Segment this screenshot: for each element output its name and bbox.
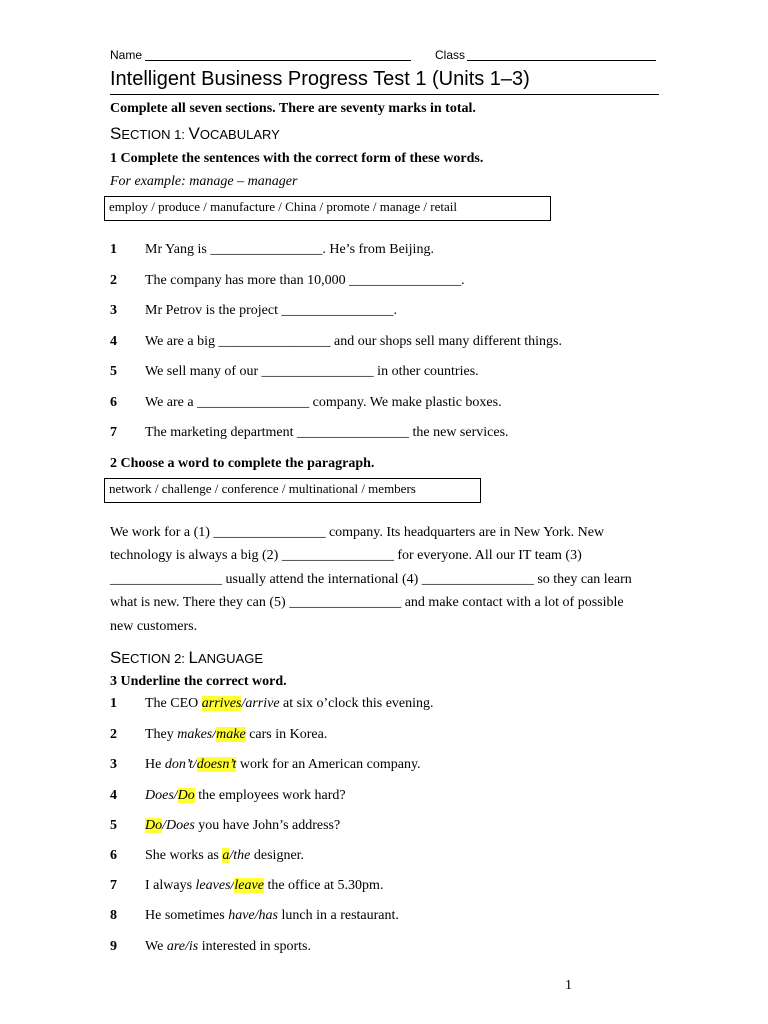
section-1-name-rest: OCABULARY xyxy=(199,127,280,142)
word-option-1[interactable]: Do xyxy=(145,818,163,833)
question-1-heading: 1 Complete the sentences with the correct form of these words. xyxy=(110,151,484,166)
question-1-example: For example: manage – manager xyxy=(110,174,298,189)
name-field[interactable] xyxy=(145,60,411,61)
item-number: 8 xyxy=(110,908,117,923)
name-label: Name xyxy=(110,48,143,62)
item-number: 4 xyxy=(110,788,117,803)
sentence-end: lunch in a restaurant. xyxy=(278,908,399,923)
item-sentence xyxy=(145,696,434,712)
sentence-end: you have John’s address? xyxy=(194,818,341,833)
item-number: 3 xyxy=(110,757,117,772)
item-number: 3 xyxy=(110,303,117,318)
word-option-2[interactable]: has xyxy=(258,908,278,923)
item-number: 2 xyxy=(110,727,117,742)
section-2-heading xyxy=(110,648,263,668)
option-separator: / xyxy=(212,727,217,742)
word-option-2[interactable]: make xyxy=(216,727,246,742)
word-option-2[interactable]: Does xyxy=(166,818,195,833)
sentence-start: We xyxy=(145,939,167,954)
item-sentence xyxy=(145,727,327,743)
word-box-1 xyxy=(104,196,551,221)
sentence-start: She works as xyxy=(145,848,223,863)
item-sentence[interactable]: The company has more than 10,000 ________________. xyxy=(145,273,465,288)
section-1-heading-rest: ECTION 1: xyxy=(121,127,189,142)
section-2-heading-rest: ECTION 2: xyxy=(121,651,189,666)
word-box-1-text: employ / produce / manufacture / China / promote / manage / retail xyxy=(109,199,457,214)
option-separator: / xyxy=(192,757,197,772)
word-option-2[interactable]: Do xyxy=(177,788,195,803)
option-separator: / xyxy=(229,848,234,863)
page-title: Intelligent Business Progress Test 1 (Units 1–3) xyxy=(110,68,530,90)
word-option-1[interactable]: are xyxy=(166,939,185,954)
item-number: 5 xyxy=(110,818,117,833)
sentence-end: the office at 5.30pm. xyxy=(263,878,384,893)
item-sentence[interactable]: We are a big ________________ and our shops sell many different things. xyxy=(145,334,562,349)
sentence-end: cars in Korea. xyxy=(245,727,328,742)
item-number: 7 xyxy=(110,425,117,440)
item-number: 5 xyxy=(110,364,117,379)
section-1-heading-initial: S xyxy=(110,124,122,143)
word-option-2[interactable]: arrive xyxy=(245,696,280,711)
section-2-name-initial: L xyxy=(188,648,198,667)
gap-fill-paragraph: We work for a (1) ________________ company. Its headquarters are in New York. New technology is always a big (2) ________________ for everyone. All our IT team (3) ________________ usually attend the international (4) ________________ so they can learn what is new. There they can (5) ________________ and make contact with a lot of possible new customers. xyxy=(110,525,632,634)
word-option-1[interactable]: don’t xyxy=(164,757,193,772)
item-number: 2 xyxy=(110,273,117,288)
word-option-1[interactable]: makes xyxy=(177,727,213,742)
word-box-2 xyxy=(104,478,481,503)
section-2-heading-initial: S xyxy=(110,648,122,667)
sentence-end: at six o’clock this evening. xyxy=(279,696,434,711)
item-sentence xyxy=(145,939,311,955)
item-number: 4 xyxy=(110,334,117,349)
item-number: 1 xyxy=(110,242,117,257)
sentence-end: designer. xyxy=(250,848,305,863)
item-sentence xyxy=(145,878,383,894)
item-number: 6 xyxy=(110,395,117,410)
item-sentence[interactable]: We sell many of our ________________ in other countries. xyxy=(145,364,479,379)
word-box-2-text: network / challenge / conference / multinational / members xyxy=(109,481,416,496)
item-number: 6 xyxy=(110,848,117,863)
sentence-start: He xyxy=(145,757,165,772)
class-field[interactable] xyxy=(467,60,656,61)
option-separator: / xyxy=(241,696,246,711)
option-separator: / xyxy=(230,878,235,893)
word-option-1[interactable]: have xyxy=(228,908,255,923)
option-separator: / xyxy=(254,908,259,923)
item-number: 1 xyxy=(110,696,117,711)
word-option-1[interactable]: Does xyxy=(145,788,174,803)
word-option-1[interactable]: a xyxy=(222,848,230,863)
sentence-end: the employees work hard? xyxy=(194,788,346,803)
section-1-name-initial: V xyxy=(188,124,200,143)
item-number: 7 xyxy=(110,878,117,893)
sentence-start: The CEO xyxy=(145,696,202,711)
item-sentence xyxy=(145,908,399,924)
section-1-heading xyxy=(110,124,280,144)
sentence-start: I always xyxy=(145,878,196,893)
item-sentence[interactable]: The marketing department ________________ the new services. xyxy=(145,425,509,440)
word-option-2[interactable]: doesn’t xyxy=(196,757,237,772)
option-separator: / xyxy=(184,939,189,954)
item-number: 9 xyxy=(110,939,117,954)
word-option-2[interactable]: the xyxy=(233,848,251,863)
instructions: Complete all seven sections. There are seventy marks in total. xyxy=(110,101,476,116)
word-option-2[interactable]: leave xyxy=(234,878,264,893)
word-option-2[interactable]: is xyxy=(188,939,199,954)
question-3-heading: 3 Underline the correct word. xyxy=(110,674,287,689)
class-label: Class xyxy=(435,48,466,62)
section-2-name-rest: ANGUAGE xyxy=(198,651,264,666)
item-sentence xyxy=(145,788,346,804)
item-sentence xyxy=(145,848,304,864)
sentence-end: interested in sports. xyxy=(198,939,311,954)
item-sentence[interactable]: Mr Petrov is the project ________________. xyxy=(145,303,397,318)
sentence-start: He sometimes xyxy=(145,908,229,923)
title-divider xyxy=(110,94,659,95)
option-separator: / xyxy=(162,818,167,833)
option-separator: / xyxy=(173,788,178,803)
item-sentence xyxy=(145,818,340,834)
sentence-end: work for an American company. xyxy=(236,757,421,772)
question-2-heading: 2 Choose a word to complete the paragraph. xyxy=(110,456,375,471)
sentence-start: They xyxy=(145,727,178,742)
item-sentence xyxy=(145,757,421,773)
page-number: 1 xyxy=(565,978,572,993)
item-sentence[interactable]: We are a ________________ company. We make plastic boxes. xyxy=(145,395,502,410)
word-option-1[interactable]: leaves xyxy=(195,878,231,893)
item-sentence[interactable]: Mr Yang is ________________. He’s from Beijing. xyxy=(145,242,434,257)
word-option-1[interactable]: arrives xyxy=(201,696,242,711)
